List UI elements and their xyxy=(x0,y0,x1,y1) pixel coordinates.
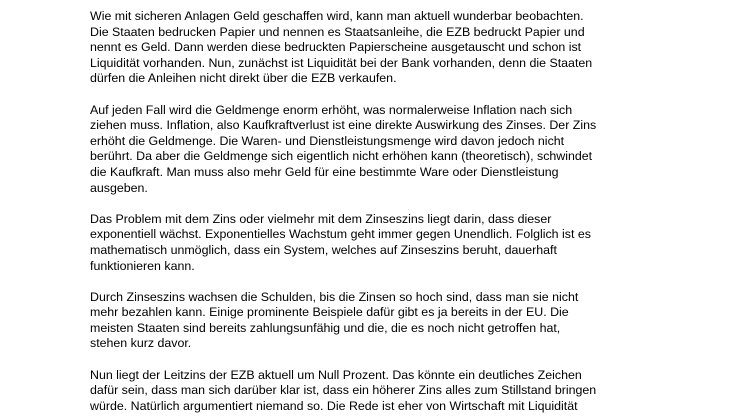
text-line: Die Staaten bedrucken Papier und nennen es Staatsanleihe, die EZB bedruckt Papier und xyxy=(90,24,585,39)
text-line: würde. Natürlich argumentiert niemand so. Die Rede ist eher von Wirtschaft mit Liquidität xyxy=(90,398,578,413)
text-line: funktionieren kann. xyxy=(90,258,195,273)
text-line: erhöht die Geldmenge. Die Waren- und Dienstleistungsmenge wird davon jedoch nicht xyxy=(90,133,565,148)
paragraph-2 xyxy=(90,103,690,197)
text-line: ausgeben. xyxy=(90,180,148,195)
text-line: mathematisch unmöglich, dass ein System, welches auf Zinseszins beruht, dauerhaft xyxy=(90,242,557,257)
text-line: Wie mit sicheren Anlagen Geld geschaffen wird, kann man aktuell wunderbar beobachten. xyxy=(90,9,584,23)
text-line: Das Problem mit dem Zins oder vielmehr mit dem Zinseszins liegt darin, dass dieser xyxy=(90,211,552,226)
text-line: nennt es Geld. Dann werden diese bedruckten Papierscheine ausgetauscht und schon ist xyxy=(90,40,582,55)
text-line: meisten Staaten sind bereits zahlungsunfähig und die, die es noch nicht getroffen hat, xyxy=(90,320,561,335)
text-line: mehr bezahlen kann. Einige prominente Beispiele dafür gibt es ja bereits in der EU. Die xyxy=(90,305,569,320)
paragraph-5 xyxy=(90,368,690,415)
text-line: Auf jeden Fall wird die Geldmenge enorm erhöht, was normalerweise Inflation nach sich xyxy=(90,102,573,117)
paragraph-1 xyxy=(90,9,690,87)
text-line: Liquidität vorhanden. Nun, zunächst ist Liquidität bei der Bank vorhanden, denn die Staaten xyxy=(90,55,593,70)
text-line: dürfen die Anleihen nicht direkt über die EZB verkaufen. xyxy=(90,71,397,86)
paragraph-3 xyxy=(90,212,690,274)
paragraph-4 xyxy=(90,290,690,352)
document-body xyxy=(90,9,690,419)
text-line: Durch Zinseszins wachsen die Schulden, bis die Zinsen so hoch sind, dass man sie nicht xyxy=(90,289,579,304)
text-line: berührt. Da aber die Geldmenge sich eigentlich nicht erhöhen kann (theoretisch), schwindet xyxy=(90,149,593,164)
text-line: exponentiell wächst. Exponentielles Wachstum geht immer gegen Unendlich. Folglich ist es xyxy=(90,227,591,242)
text-line: Nun liegt der Leitzins der EZB aktuell um Null Prozent. Das könnte ein deutliches Zeichen xyxy=(90,367,582,382)
text-line: dafür sein, dass man sich darüber klar ist, dass ein höherer Zins alles zum Stillstand bringen xyxy=(90,383,597,398)
text-line: ziehen muss. Inflation, also Kaufkraftverlust ist eine direkte Auswirkung des Zinses. Der Zins xyxy=(90,118,597,133)
text-line: stehen kurz davor. xyxy=(90,336,192,351)
text-line: die Kaufkraft. Man muss also mehr Geld für eine bestimmte Ware oder Dienstleistung xyxy=(90,164,559,179)
